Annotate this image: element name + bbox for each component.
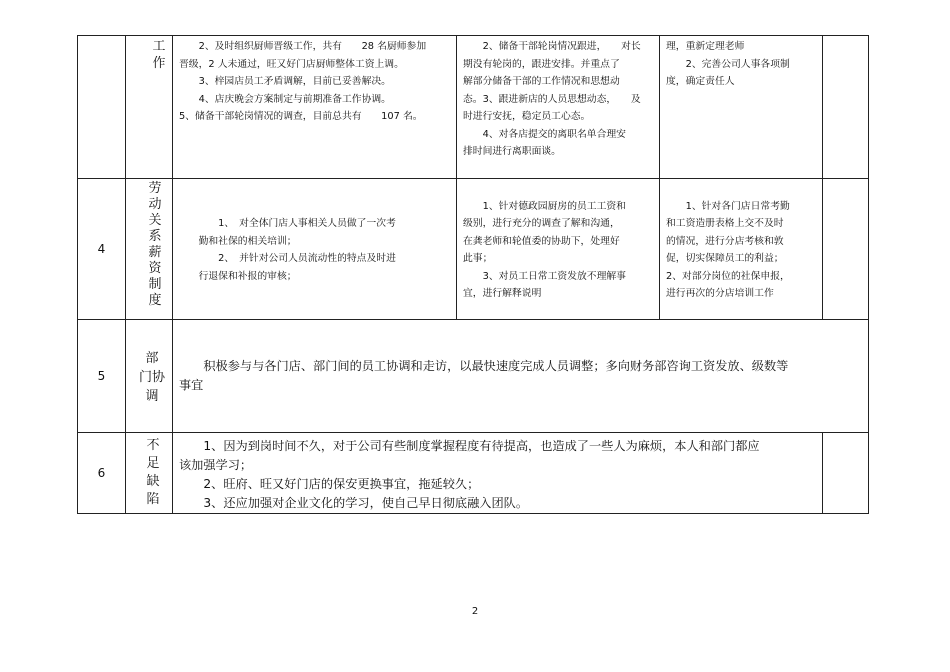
cell-empty <box>823 433 869 514</box>
cell-content: 积极参与与各门店、部门间的员工协调和走访，以最快速度完成人员调整；多向财务部咨询工资发放、级数等 事宜 <box>173 320 869 433</box>
table-row-coordination <box>78 320 869 433</box>
work-report-table <box>77 35 869 514</box>
table-row-labor <box>78 179 869 320</box>
cell-content: 1、因为到岗时间不久，对于公司有些制度掌握程度有待提高，也造成了一些人为麻烦，本人和部门都应 该加强学习； 2、旺府、旺又好门店的保安更换事宜，拖延较久； 3、还应加强对企业文化的学习，使自己早日彻底融入团队。 <box>173 433 823 514</box>
row-number: 4 <box>78 179 126 320</box>
cell-content <box>823 179 869 320</box>
cell-content: 1、针对德政园厨房的员工工资和 级别，进行充分的调查了解和沟通， 在龚老师和轮值委的协助下，处理好 此事； 3、对员工日常工资发放不理解事 宜，进行解释说明 <box>457 179 660 320</box>
cell-content: 2、及时组织厨师晋级工作，共有 28 名厨师参加 晋级，2 人未通过，旺又好门店厨师整体工资上调。 3、梓园店员工矛盾调解，目前已妥善解决。 4、店庆晚会方案制定与前期准备工作协调。 5、储备干部轮岗情况的调查，目前总共有 107 名。 <box>173 36 457 179</box>
cell-content: 1、针对各门店日常考勤 和工资造册表格上交不及时 的情况，进行分店考核和敦 促，切实保障员工的利益； 2、对部分岗位的社保申报， 进行再次的分店培训工作 <box>660 179 823 320</box>
cell-content: 1、 对全体门店人事相关人员做了一次考 勤和社保的相关培训； 2、 并针对公司人员流动性的特点及时进 行退保和补报的审核； <box>173 179 457 320</box>
table-row-work <box>78 36 869 179</box>
row-category <box>126 179 173 320</box>
row-number <box>78 36 126 179</box>
row-category <box>126 320 173 433</box>
page-number: 2 <box>471 606 479 617</box>
row-number: 5 <box>78 320 126 433</box>
cell-content: 2、储备干部轮岗情况跟进， 对长 期没有轮岗的，跟进安排。并重点了 解部分储备干部的工作情况和思想动 态。3、跟进新店的人员思想动态， 及 时进行安抚，稳定员工心态。 4、对各店提交的离职名单合理安 排时间进行离职面谈。 <box>457 36 660 179</box>
category-label: 部 门协 调 <box>138 350 165 404</box>
row-number: 6 <box>78 433 126 514</box>
row-category <box>126 433 173 514</box>
category-label: 劳 动 关 系 薪 资 制 度 <box>148 181 162 308</box>
cell-content: 理，重新定理老师 2、完善公司人事各项制 度，确定责任人 <box>660 36 823 179</box>
row-category <box>126 36 173 179</box>
table-row-shortcomings <box>78 433 869 514</box>
category-label: 不 足 缺 陷 <box>146 438 160 507</box>
category-label: 工 作 <box>152 39 166 71</box>
cell-content <box>823 36 869 179</box>
